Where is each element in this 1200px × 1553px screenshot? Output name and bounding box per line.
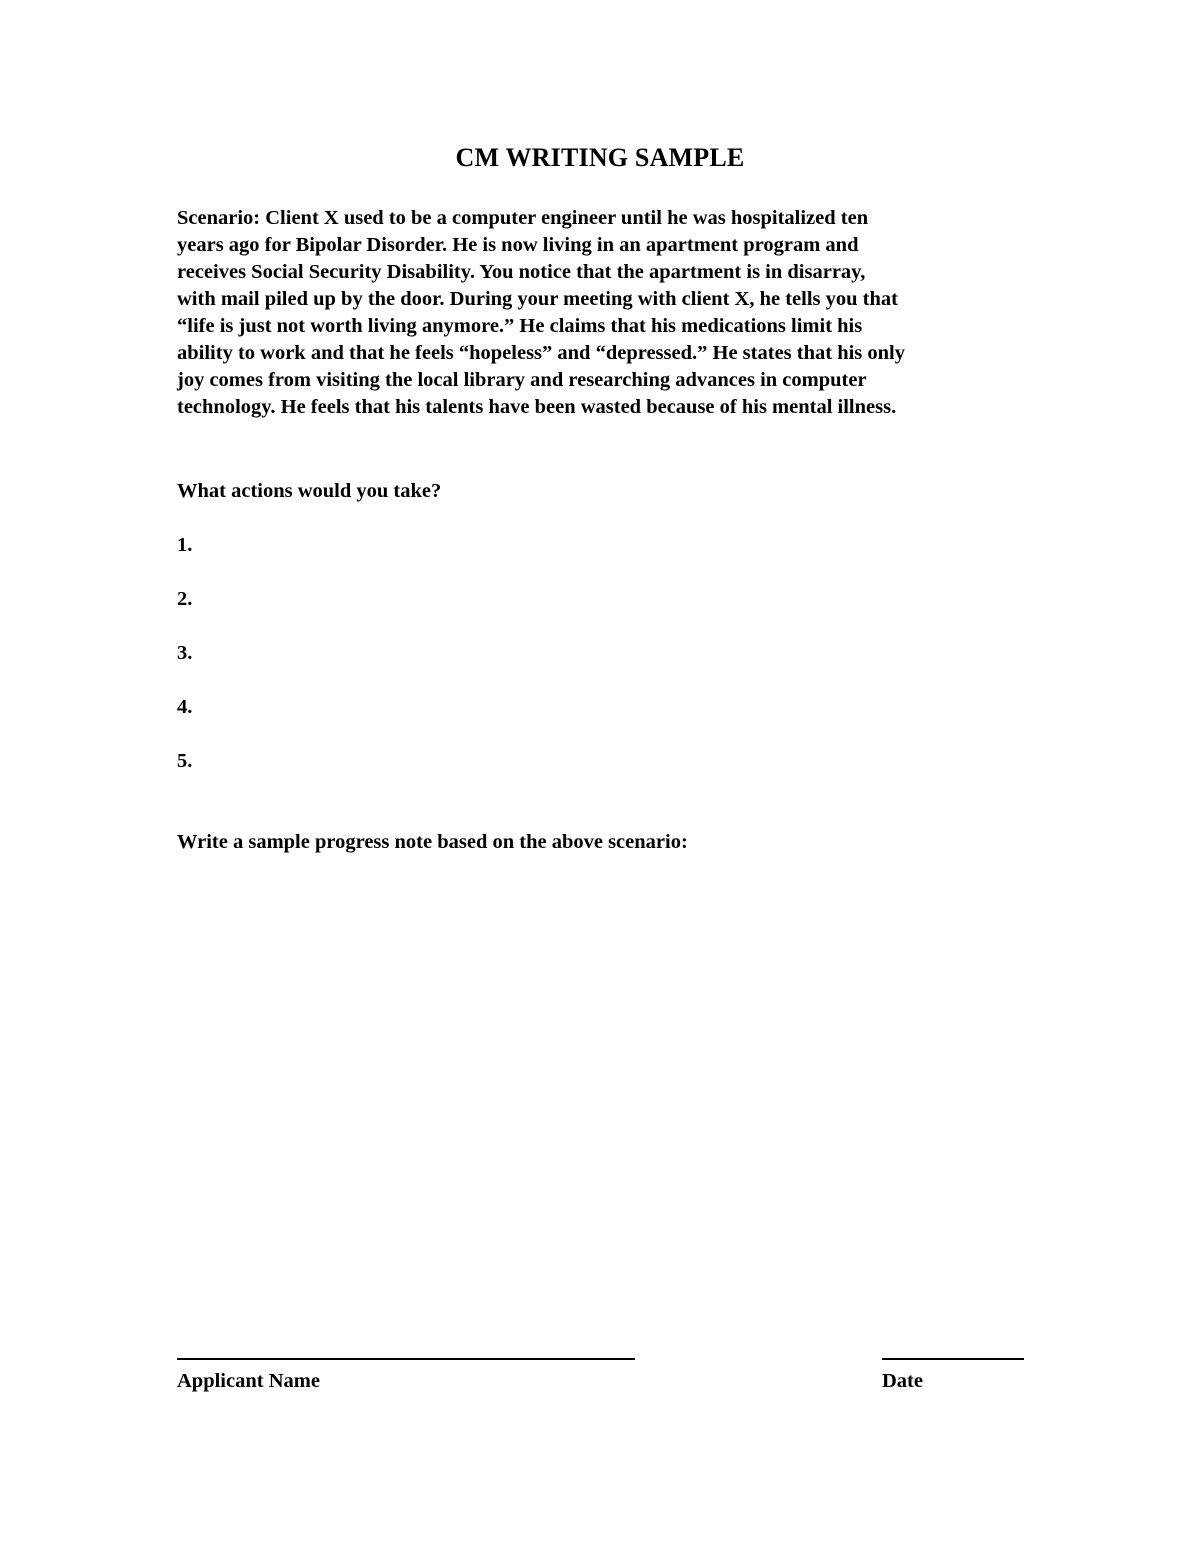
scenario-line: ability to work and that he feels “hopeless” and “depressed.” He states that his only — [177, 342, 905, 364]
page-title: CM WRITING SAMPLE — [455, 143, 745, 172]
actions-list — [177, 532, 192, 802]
scenario-line: receives Social Security Disability. You notice that the apartment is in disarray, — [177, 261, 866, 283]
scenario-paragraph — [177, 205, 1047, 421]
progress-note-prompt: Write a sample progress note based on the above scenario: — [177, 831, 688, 853]
date-line — [882, 1347, 1024, 1360]
action-item: 3. — [177, 642, 193, 664]
scenario-line: Scenario: Client X used to be a computer engineer until he was hospitalized ten — [177, 207, 869, 229]
actions-question: What actions would you take? — [177, 480, 442, 502]
action-item: 2. — [177, 588, 193, 610]
applicant-name-line — [177, 1347, 635, 1360]
date-label: Date — [882, 1370, 923, 1392]
action-item: 5. — [177, 750, 193, 772]
scenario-line: with mail piled up by the door. During your meeting with client X, he tells you that — [177, 288, 898, 310]
date-signature — [882, 1347, 1024, 1394]
action-item: 4. — [177, 696, 193, 718]
scenario-line: joy comes from visiting the local library and researching advances in computer — [177, 369, 867, 391]
scenario-line: years ago for Bipolar Disorder. He is now living in an apartment program and — [177, 234, 859, 256]
action-item: 1. — [177, 534, 193, 556]
scenario-line: “life is just not worth living anymore.” He claims that his medications limit his — [177, 315, 863, 337]
applicant-name-signature — [177, 1347, 635, 1394]
scenario-line: technology. He feels that his talents have been wasted because of his mental illness. — [177, 396, 897, 418]
applicant-name-label: Applicant Name — [177, 1370, 320, 1392]
